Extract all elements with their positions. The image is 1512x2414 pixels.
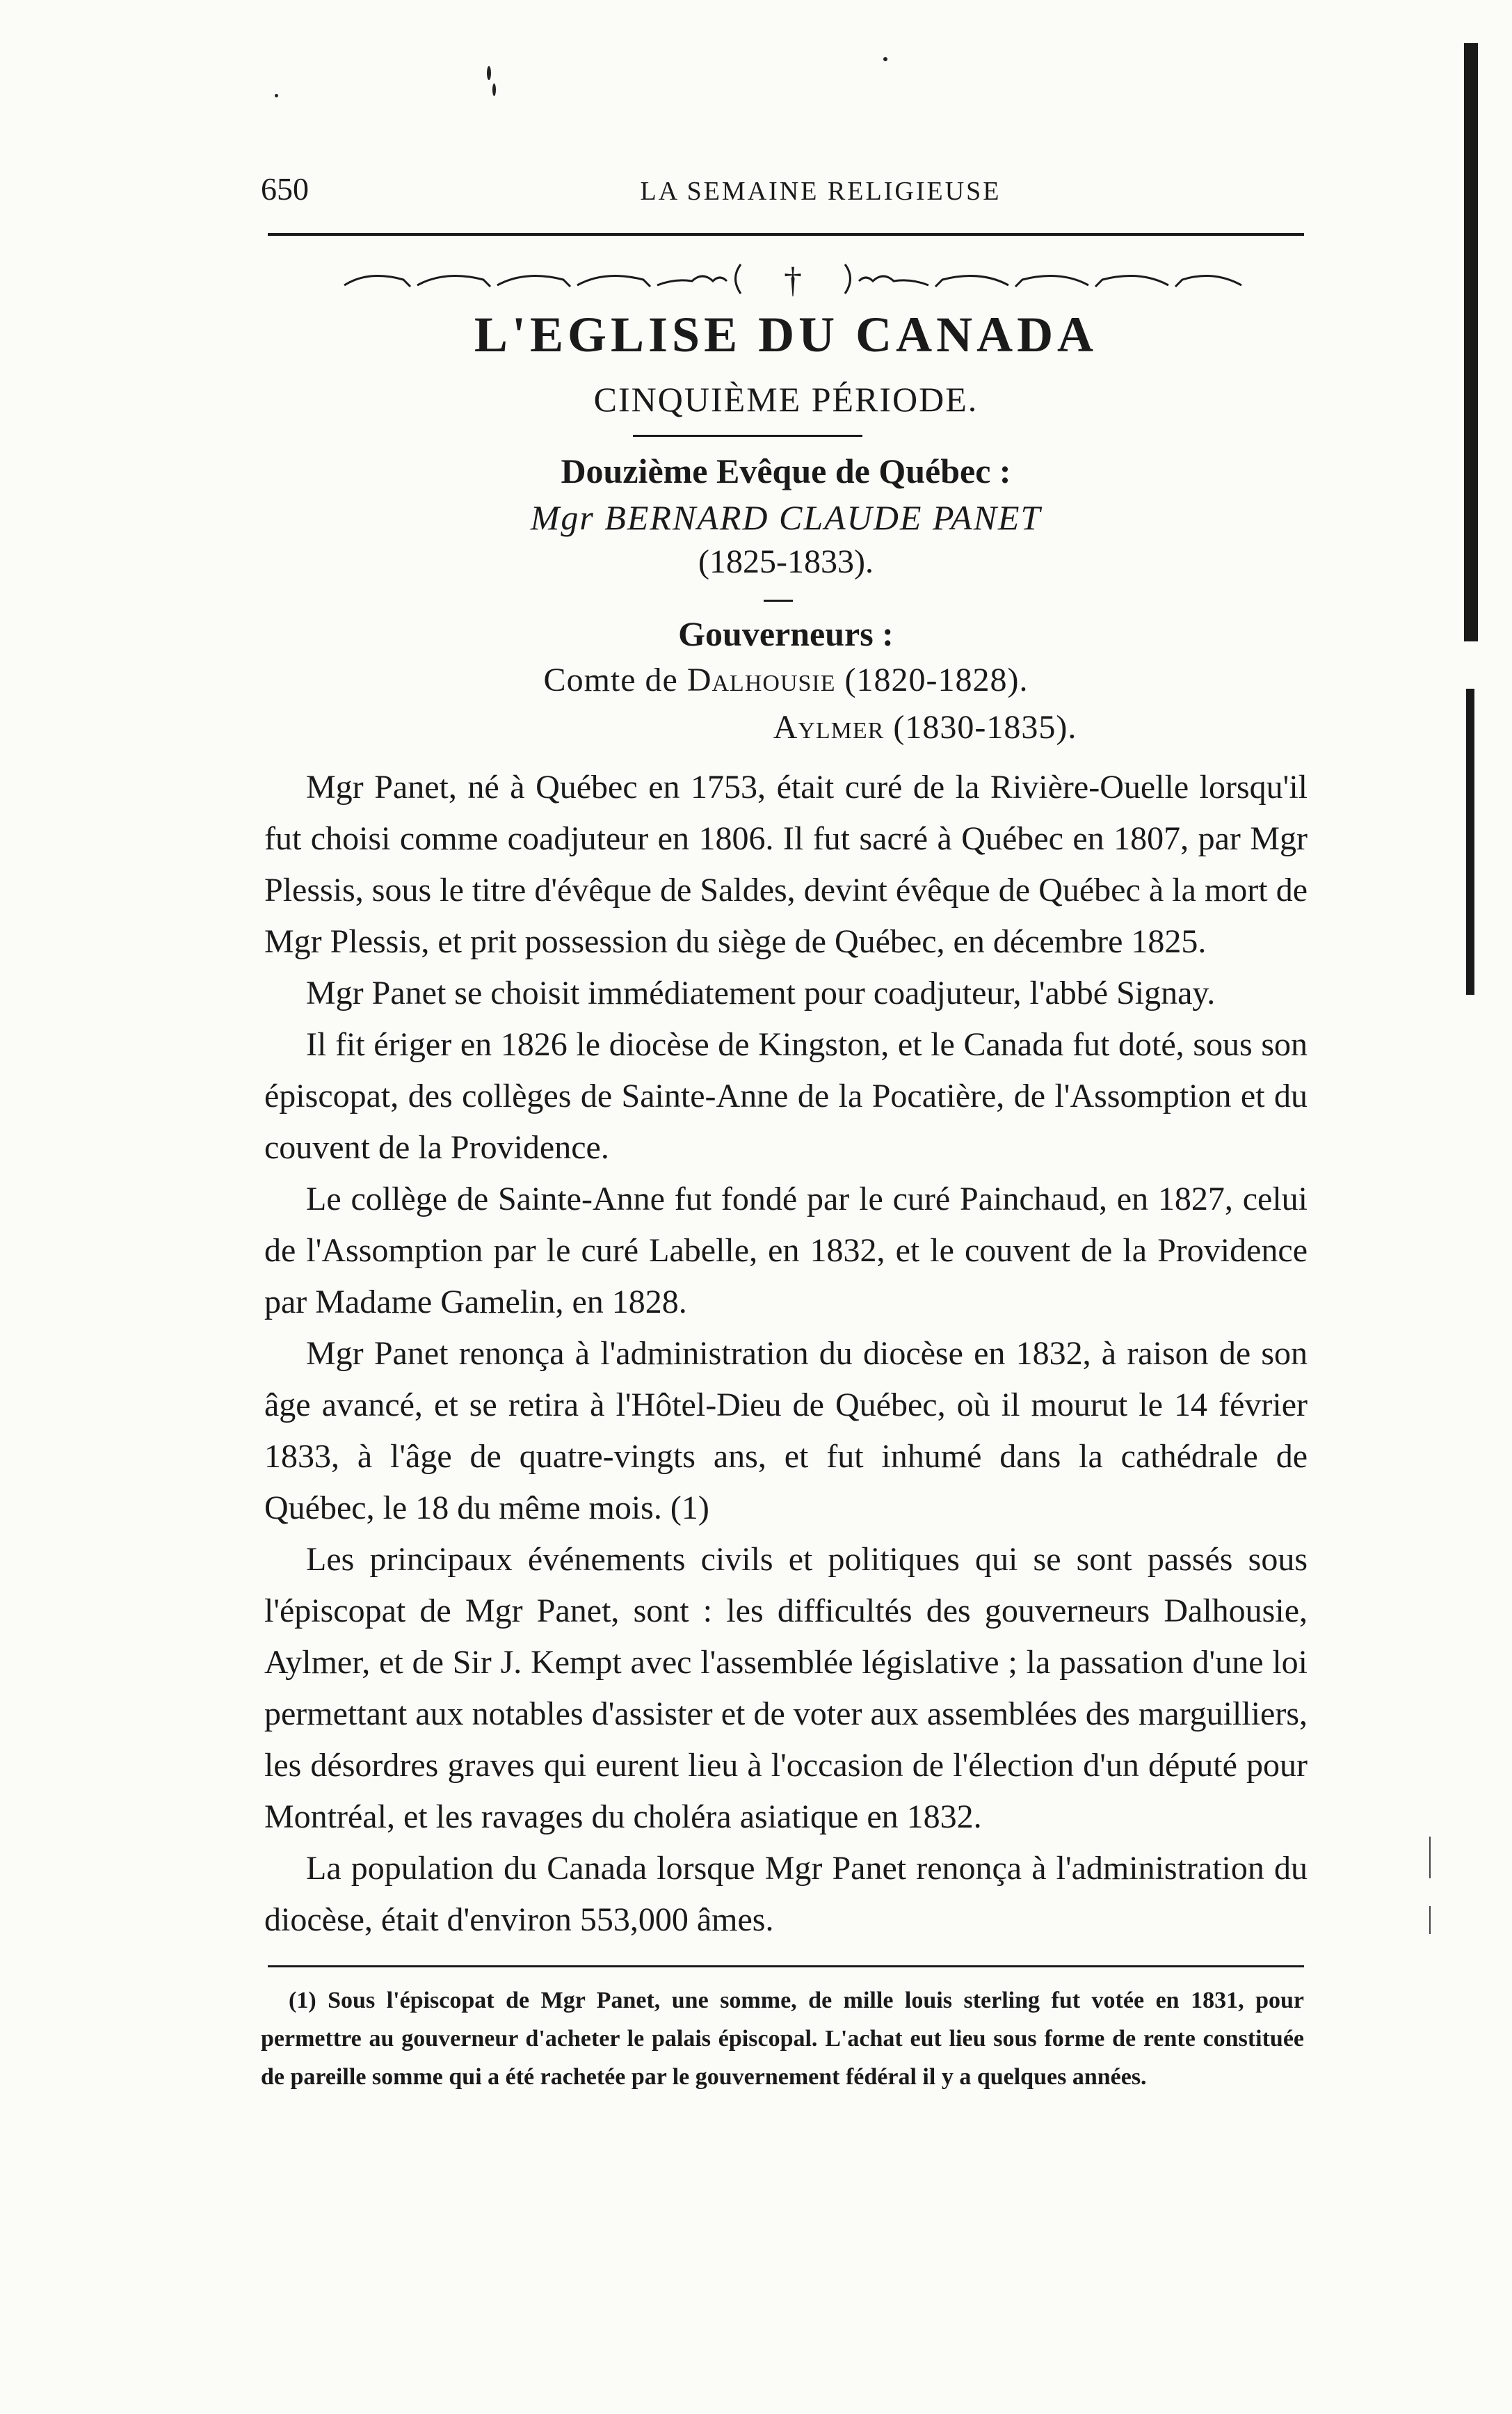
ornament-divider	[341, 250, 1245, 306]
governor-years: (1820-1828).	[835, 662, 1029, 698]
article-title: L'EGLISE DU CANADA	[474, 307, 1098, 362]
body-text	[264, 762, 1308, 1946]
running-head	[261, 170, 1304, 219]
dagger-icon: †	[784, 261, 802, 301]
paragraph: Les principaux événements civils et politiques qui se sont passés sous l'épiscopat de Mgr Panet, sont : les difficultés des gouverneurs Dalhousie, Aylmer, et de Sir J. Kempt avec l'assemblée législative ; la passation d'une loi permettant aux notables d'assister et de voter aux assemblées des marguilliers, les désordres graves qui eurent lieu à l'occasion de l'élection d'un député pour Montréal, et les ravages du choléra asiatique en 1832.	[264, 1541, 1308, 1835]
footnote-text: (1) Sous l'épiscopat de Mgr Panet, une somme, de mille louis sterling fut votée en 1831, pour permettre au gouverneur d'acheter le palais épiscopal. L'achat eut lieu sous forme de rente constituée de pareille somme qui a été rachetée par le gouvernement fédéral il y a quelques années.	[261, 1988, 1304, 2090]
scan-speck	[883, 57, 887, 61]
article-subtitle: CINQUIÈME PÉRIODE.	[593, 380, 979, 419]
paragraph: Il fit ériger en 1826 le diocèse de Kingston, et le Canada fut doté, sous son épiscopat, des collèges de Sainte-Anne de la Pocatière, de l'Assomption et du couvent de la Providence.	[264, 1026, 1308, 1166]
scan-speck	[487, 66, 491, 80]
scan-edge-tick	[1429, 1906, 1431, 1934]
scan-speck	[275, 94, 278, 97]
page-number: 650	[261, 171, 309, 207]
paragraph: Mgr Panet renonça à l'administration du diocèse en 1832, à raison de son âge avancé, et se retira à l'Hôtel-Dieu de Québec, où il mourut le 14 février 1833, à l'âge de quatre-vingts ans, et fut inhumé dans la cathédrale de Québec, le 18 du même mois. (1)	[264, 1335, 1308, 1526]
paragraph: La population du Canada lorsque Mgr Panet renonça à l'administration du diocèse, était d'environ 553,000 âmes.	[264, 1850, 1308, 1938]
dash-rule	[764, 600, 793, 602]
bishop-years: (1825-1833).	[698, 543, 874, 580]
scan-speck	[492, 83, 496, 96]
governor-years: (1830-1835).	[884, 709, 1077, 746]
paragraph: Mgr Panet se choisit immédiatement pour coadjuteur, l'abbé Signay.	[306, 975, 1216, 1012]
scan-edge-bar-lower	[1466, 689, 1474, 995]
paragraph: Le collège de Sainte-Anne fut fondé par le curé Painchaud, en 1827, celui de l'Assomption par le curé Labelle, en 1832, et le couvent de la Providence par Madame Gamelin, en 1828.	[264, 1181, 1308, 1320]
governor-prefix: Comte de	[543, 662, 687, 698]
footnote-rule	[268, 1965, 1304, 1967]
bishop-name: Mgr BERNARD CLAUDE PANET	[530, 498, 1042, 537]
scan-edge-bar	[1464, 43, 1478, 641]
scan-edge-tick	[1429, 1837, 1431, 1878]
section-rule	[633, 435, 862, 437]
running-title: LA SEMAINE RELIGIEUSE	[640, 177, 1002, 206]
governor-line	[268, 661, 1304, 699]
bishop-heading: Douzième Evêque de Québec :	[561, 451, 1011, 490]
paragraph: Mgr Panet, né à Québec en 1753, était curé de la Rivière-Ouelle lorsqu'il fut choisi comme coadjuteur en 1806. Il fut sacré à Québec en 1807, par Mgr Plessis, sous le titre d'évêque de Saldes, devint évêque de Québec à la mort de Mgr Plessis, et prit possession du siège de Québec, en décembre 1825.	[264, 769, 1308, 960]
header-rule	[268, 233, 1304, 236]
footnote	[261, 1981, 1304, 2096]
governor-name: Dalhousie	[686, 662, 836, 698]
governor-line	[268, 708, 1443, 746]
governors-heading: Gouverneurs :	[678, 614, 894, 653]
governor-name: Aylmer	[773, 709, 885, 746]
